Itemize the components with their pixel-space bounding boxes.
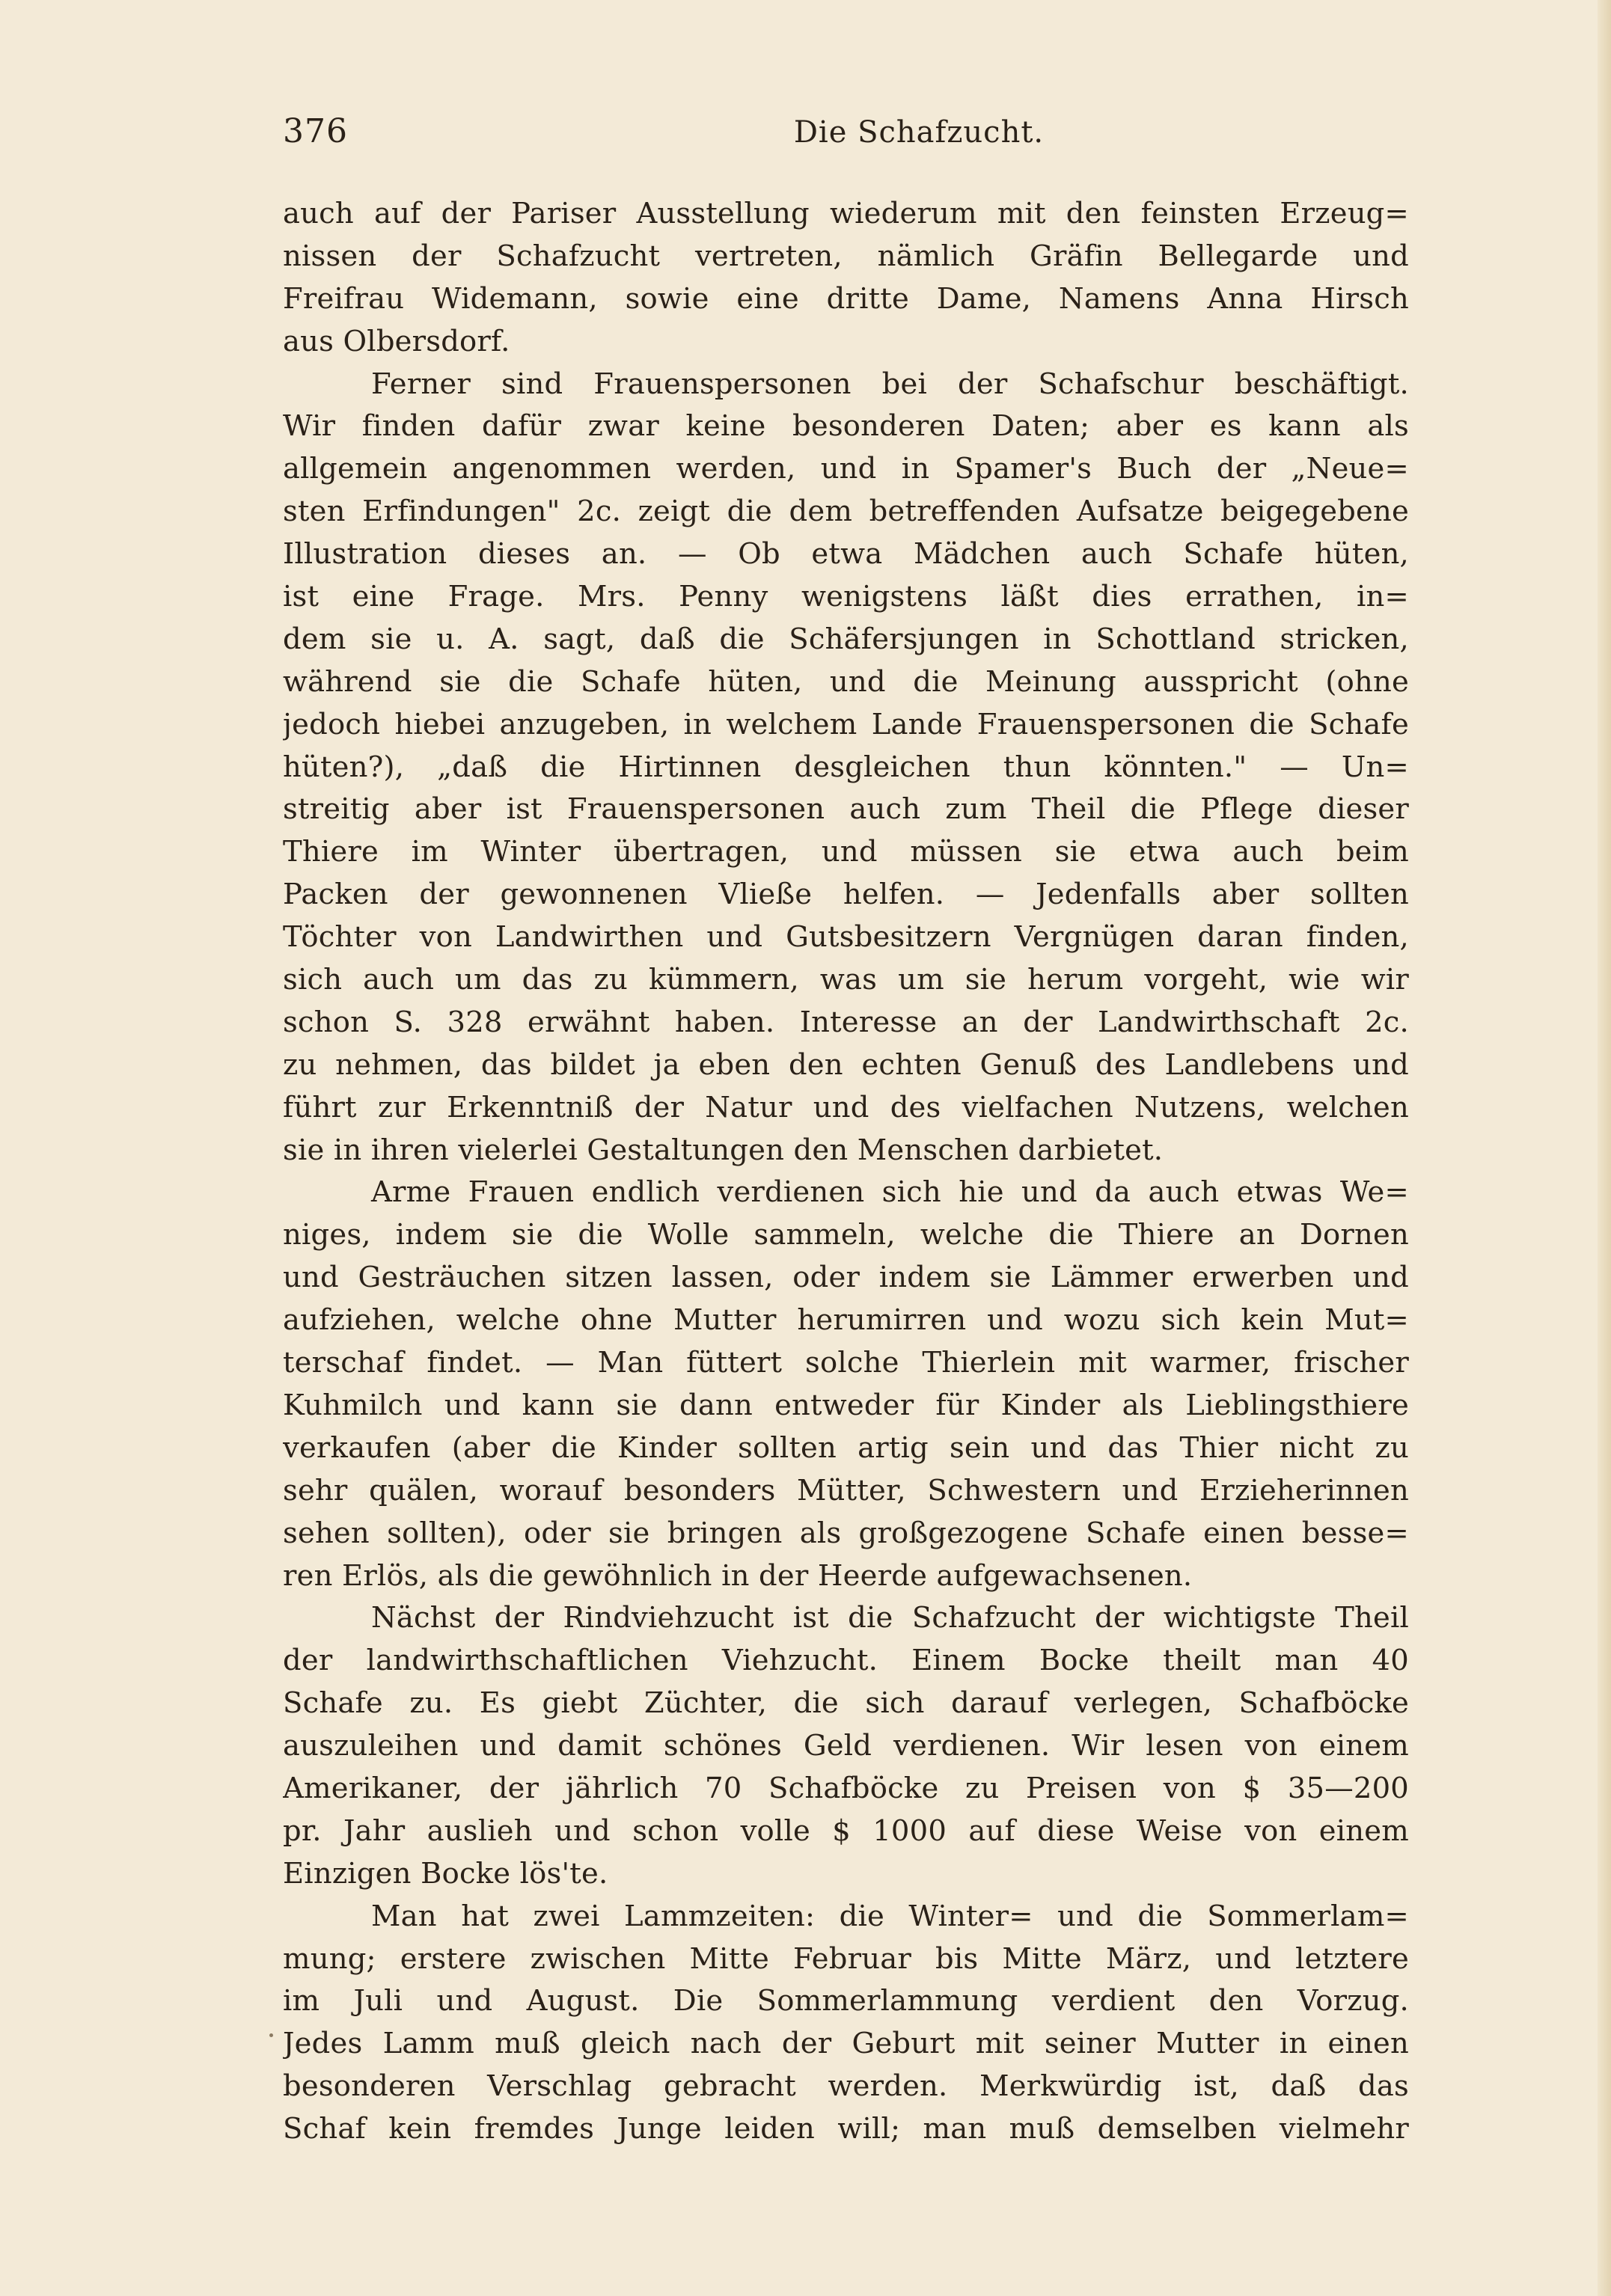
text-line: im Juli und August. Die Sommerlammung verdient den Vorzug. bbox=[283, 1984, 1409, 2018]
text-line: schon S. 328 erwähnt haben. Interesse an der Landwirthschaft 2c. bbox=[283, 1005, 1409, 1039]
page-edge bbox=[1598, 0, 1611, 2296]
text-line: Schafe zu. Es giebt Züchter, die sich darauf verlegen, Schafböcke bbox=[283, 1686, 1409, 1721]
text-line: sich auch um das zu kümmern, was um sie herum vorgeht, wie wir bbox=[283, 963, 1409, 997]
text-line: Arme Frauen endlich verdienen sich hie und da auch etwas We= bbox=[371, 1175, 1409, 1210]
text-line: Kuhmilch und kann sie dann entweder für Kinder als Lieblingsthiere bbox=[283, 1388, 1409, 1422]
text-line: verkaufen (aber die Kinder sollten artig sein und das Thier nicht zu bbox=[283, 1430, 1409, 1465]
text-line: sten Erfindungen" 2c. zeigt die dem betreffenden Aufsatze beigegebene bbox=[283, 495, 1409, 529]
text-line: Illustration dieses an. — Ob etwa Mädchen auch Schafe hüten, bbox=[283, 537, 1409, 572]
text-line: sehen sollten), oder sie bringen als großgezogene Schafe einen besse= bbox=[283, 1516, 1409, 1550]
text-line: ist eine Frage. Mrs. Penny wenigstens läßt dies errathen, in= bbox=[283, 580, 1409, 614]
text-line: streitig aber ist Frauenspersonen auch zum Theil die Pflege dieser bbox=[283, 792, 1409, 827]
text-line: aufziehen, welche ohne Mutter herumirren und wozu sich kein Mut= bbox=[283, 1303, 1409, 1338]
body-text bbox=[283, 193, 1409, 2151]
text-line: auszuleihen und damit schönes Geld verdienen. Wir lesen von einem bbox=[283, 1729, 1409, 1763]
text-line: nissen der Schafzucht vertreten, nämlich Gräfin Bellegarde und bbox=[283, 239, 1409, 273]
text-line: Thiere im Winter übertragen, und müssen sie etwa auch beim bbox=[283, 835, 1409, 869]
page-number: 376 bbox=[283, 112, 348, 150]
text-line: ren Erlös, als die gewöhnlich in der Heerde aufgewachsenen. bbox=[283, 1558, 1193, 1593]
text-line: besonderen Verschlag gebracht werden. Merkwürdig ist, daß das bbox=[283, 2069, 1409, 2104]
text-line: jedoch hiebei anzugeben, in welchem Lande Frauenspersonen die Schafe bbox=[283, 707, 1409, 741]
text-line: auch auf der Pariser Ausstellung wiederum mit den feinsten Erzeug= bbox=[283, 197, 1409, 230]
text-line: allgemein angenommen werden, und in Spamer's Buch der „Neue= bbox=[283, 452, 1409, 486]
text-line: Jedes Lamm muß gleich nach der Geburt mit seiner Mutter in einen bbox=[283, 2027, 1409, 2061]
text-line: Einzigen Bocke lös'te. bbox=[283, 1856, 608, 1891]
text-line: hüten?), „daß die Hirtinnen desgleichen thun könnten." — Un= bbox=[283, 750, 1409, 784]
text-line: Wir finden dafür zwar keine besonderen Daten; aber es kann als bbox=[283, 409, 1409, 444]
text-line: niges, indem sie die Wolle sammeln, welche die Thiere an Dornen bbox=[283, 1218, 1409, 1252]
text-line: während sie die Schafe hüten, und die Meinung ausspricht (ohne bbox=[283, 664, 1409, 699]
text-line: terschaf findet. — Man füttert solche Thierlein mit warmer, frischer bbox=[283, 1346, 1409, 1380]
text-line: und Gesträuchen sitzen lassen, oder indem sie Lämmer erwerben und bbox=[283, 1261, 1409, 1295]
text-line: Man hat zwei Lammzeiten: die Winter= und die Sommerlam= bbox=[371, 1899, 1409, 1933]
page-header bbox=[283, 112, 1409, 165]
text-line: sie in ihren vielerlei Gestaltungen den Menschen darbietet. bbox=[283, 1133, 1164, 1167]
text-line: der landwirthschaftlichen Viehzucht. Einem Bocke theilt man 40 bbox=[283, 1644, 1409, 1678]
text-line: sehr quälen, worauf besonders Mütter, Schwestern und Erzieherinnen bbox=[283, 1473, 1409, 1507]
text-line: mung; erstere zwischen Mitte Februar bis Mitte März, und letztere bbox=[283, 1941, 1409, 1976]
text-line: Töchter von Landwirthen und Gutsbesitzern Vergnügen daran finden, bbox=[283, 920, 1409, 955]
text-line: Nächst der Rindviehzucht ist die Schafzucht der wichtigste Theil bbox=[371, 1601, 1409, 1635]
text-line: Amerikaner, der jährlich 70 Schafböcke zu Preisen von $ 35—200 bbox=[283, 1771, 1409, 1805]
paper-speck bbox=[269, 2033, 273, 2037]
text-line: führt zur Erkenntniß der Natur und des vielfachen Nutzens, welchen bbox=[283, 1090, 1409, 1124]
text-line: Schaf kein fremdes Junge leiden will; man muß demselben vielmehr bbox=[283, 2112, 1409, 2146]
text-line: pr. Jahr auslieh und schon volle $ 1000 auf diese Weise von einem bbox=[283, 1813, 1409, 1848]
text-line: Packen der gewonnenen Vließe helfen. — Jedenfalls aber sollten bbox=[283, 878, 1409, 912]
text-line: Ferner sind Frauenspersonen bei der Schafschur beschäftigt. bbox=[371, 367, 1409, 401]
running-title: Die Schafzucht. bbox=[793, 115, 1045, 150]
text-line: dem sie u. A. sagt, daß die Schäfersjungen in Schottland stricken, bbox=[283, 622, 1409, 656]
text-line: Freifrau Widemann, sowie eine dritte Dame, Namens Anna Hirsch bbox=[283, 281, 1409, 316]
text-line: zu nehmen, das bildet ja eben den echten Genuß des Landlebens und bbox=[283, 1047, 1409, 1082]
text-line: aus Olbersdorf. bbox=[283, 324, 510, 358]
